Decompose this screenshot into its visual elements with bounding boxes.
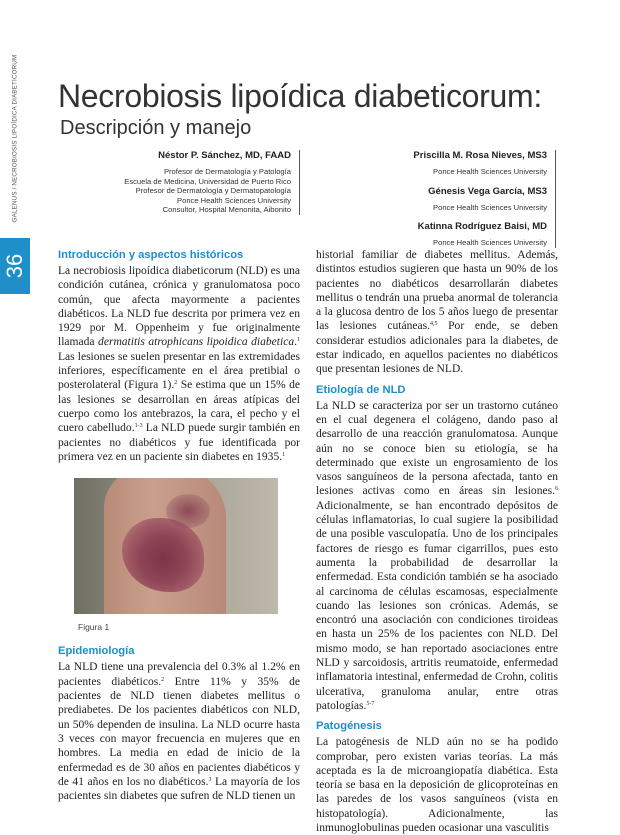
intro-text: .	[294, 336, 297, 349]
citation: 2	[161, 676, 165, 683]
epidemiology-paragraph	[58, 660, 300, 803]
running-head-text: GALENUS / NECROBIOSIS LIPOÍDICA DIABETICORUM	[11, 54, 19, 222]
coauthors-block	[413, 150, 556, 248]
main-author-affiliation: Consultor, Hospital Menonita, Aibonito	[162, 205, 291, 215]
section-heading-pathogenesis: Patogénesis	[316, 720, 382, 733]
intro-text: La NLD puede surgir también en pacientes no diabéticos y fue identificada por primera vez en un paciente sin diabetes en 1935.	[58, 422, 301, 463]
citation: 1	[282, 451, 286, 458]
citation: 5-7	[366, 700, 375, 707]
etiology-paragraph	[316, 399, 558, 714]
coauthor-affiliation: Ponce Health Sciences University	[433, 167, 547, 176]
main-author-name: Néstor P. Sánchez, MD, FAAD	[158, 150, 291, 161]
article-subtitle: Descripción y manejo	[60, 117, 252, 139]
running-head	[2, 40, 28, 236]
coauthor	[413, 186, 547, 213]
citation: 3	[208, 776, 212, 783]
etiology-text: La NLD se caracteriza por ser un trastorno cutáneo en el cual degenera el colágeno, dando paso al desarrollo de una reacción granulomatosa. Aunque aún no se conoce bien su etiología, se ha determinado que existe un engrosamiento de los vasos sanguíneos de la persona afectada, tanto en lesiones activas como en áreas sin lesiones.	[316, 399, 558, 498]
page-number-tab	[0, 238, 30, 294]
continued-paragraph	[316, 248, 558, 377]
intro-text: La necrobiosis lipoídica diabeticorum (NLD) es una condición cutánea, crónica y granulomatosa poco común, que afecta mayormente a pacientes diabéticos. La NLD fue descrita por primera vez en 1929 por M. Oppenheim y fue originalmente llamada	[58, 265, 300, 349]
pathogenesis-paragraph	[316, 735, 558, 835]
right-column	[316, 248, 558, 835]
citation: 6	[555, 486, 558, 493]
coauthor	[413, 221, 547, 248]
lesion-shape	[166, 494, 210, 528]
coauthor-affiliation: Ponce Health Sciences University	[433, 238, 547, 248]
coauthor-affiliation: Ponce Health Sciences University	[433, 202, 547, 212]
left-column	[58, 248, 300, 803]
intro-text: Se estima que un 15% de las lesiones se desarrollan en áreas atípicas del cuerpo como los antebrazos, la cara, el pecho y el cuero cabelludo.	[58, 379, 301, 435]
figure-caption: Figura 1	[78, 622, 110, 633]
coauthor-name: Génesis Vega García, MS3	[428, 185, 547, 197]
pathogenesis-text: La patogénesis de NLD aún no se ha podido comprobar, pero existen varias teorías. La más aceptada es la de microangiopatía diabética. Esta teoría se basa en la deposición de glicoproteínas en las paredes de los vasos sanguíneos (vista en histopatología). Adicionalmente, las inmunoglobulinas pueden ocasionar una vasculitis	[316, 736, 558, 834]
etiology-text: Adicionalmente, se han encontrado depósitos de células inflamatorias, lo cual sugiere la posibilidad de una posible vasculopatía. Uno de los principales factores de riesgo es fumar cigarrillos, pues esto aumenta la probabilidad de desarrollar la enfermedad. Esta condición también se ha asociado al carcinoma de células escamosas, especialmente cuando las lesiones son crónicas. Además, se encontró una asociación con condiciones tiroideas en hasta un 25% de los pacientes con NLD. Del mismo modo, se han reportado asociaciones entre NLD y sarcoidosis, artritis reumatoide, enfermedad inflamatoria intestinal, enfermedad de Crohn, colitis ulcerativa, granuloma anular, entre otras patologías.	[316, 499, 558, 712]
continued-text: Por ende, se deben considerar estudios adicionales para la diabetes, de estar indicado, en aquellos pacientes no diabéticos que presentan lesiones de NLD.	[316, 320, 558, 376]
citation: 1-3	[134, 423, 143, 430]
citation: 1	[297, 337, 300, 344]
epidemiology-text: La NLD tiene una prevalencia del 0.3% al 1.2% en pacientes diabéticos.	[58, 661, 300, 688]
main-author-affiliation: Escuela de Medicina, Universidad de Puerto Rico	[124, 176, 291, 186]
coauthor-name: Katinna Rodríguez Baisi, MD	[417, 221, 547, 233]
continued-text: historial familiar de diabetes mellitus. Además, distintos estudios sugieren que hasta un 90% de los pacientes no diabéticos desarrollarán diabetes mellitus o tendrán una prueba anormal de tolerancia a la glucosa dentro de los 5 años luego de presentar las lesiones cutáneas.	[316, 249, 558, 333]
main-author-affiliation: Profesor de Dermatología y Dermatopatología	[135, 186, 291, 196]
main-author-affiliation: Profesor de Dermatología y Patología	[163, 167, 291, 176]
page-number: 36	[1, 253, 27, 279]
intro-paragraph	[58, 264, 300, 464]
main-author-affiliation: Ponce Health Sciences University	[177, 195, 291, 205]
section-heading-intro: Introducción y aspectos históricos	[58, 249, 244, 261]
section-heading-etiology: Etiología de NLD	[316, 383, 406, 396]
citation: 4,5	[429, 321, 438, 328]
epidemiology-text: Entre 11% y 35% de pacientes de NLD tienen diabetes mellitus o prediabetes. De los pacientes diabéticos con NLD, un 50% dependen de insulina. La NLD ocurre hasta 3 veces con mayor frecuencia en mujeres que en hombres. La media en edad de inicio de la enfermedad es de 30 años en pacientes diabéticos y de 41 años en los no diabéticos.	[58, 675, 301, 788]
section-heading-epidemiology: Epidemiología	[58, 645, 135, 658]
epidemiology-text: La mayoría de los pacientes sin diabetes que sufren de NLD tienen un	[58, 775, 300, 803]
citation: 2	[174, 380, 178, 387]
figure-1-image	[74, 478, 278, 614]
intro-text: Las lesiones se suelen presentar en las extremidades inferiores, específicamente en el área pretibial o posterolateral (Figura 1).	[58, 350, 300, 392]
coauthor-name: Priscilla M. Rosa Nieves, MS3	[413, 150, 547, 161]
coauthor	[413, 150, 547, 177]
article-title: Necrobiosis lipoídica diabeticorum:	[58, 78, 542, 114]
main-author-block	[124, 150, 300, 215]
intro-italic-term: dermatitis atrophicans lipoidica diabetica	[98, 336, 295, 349]
